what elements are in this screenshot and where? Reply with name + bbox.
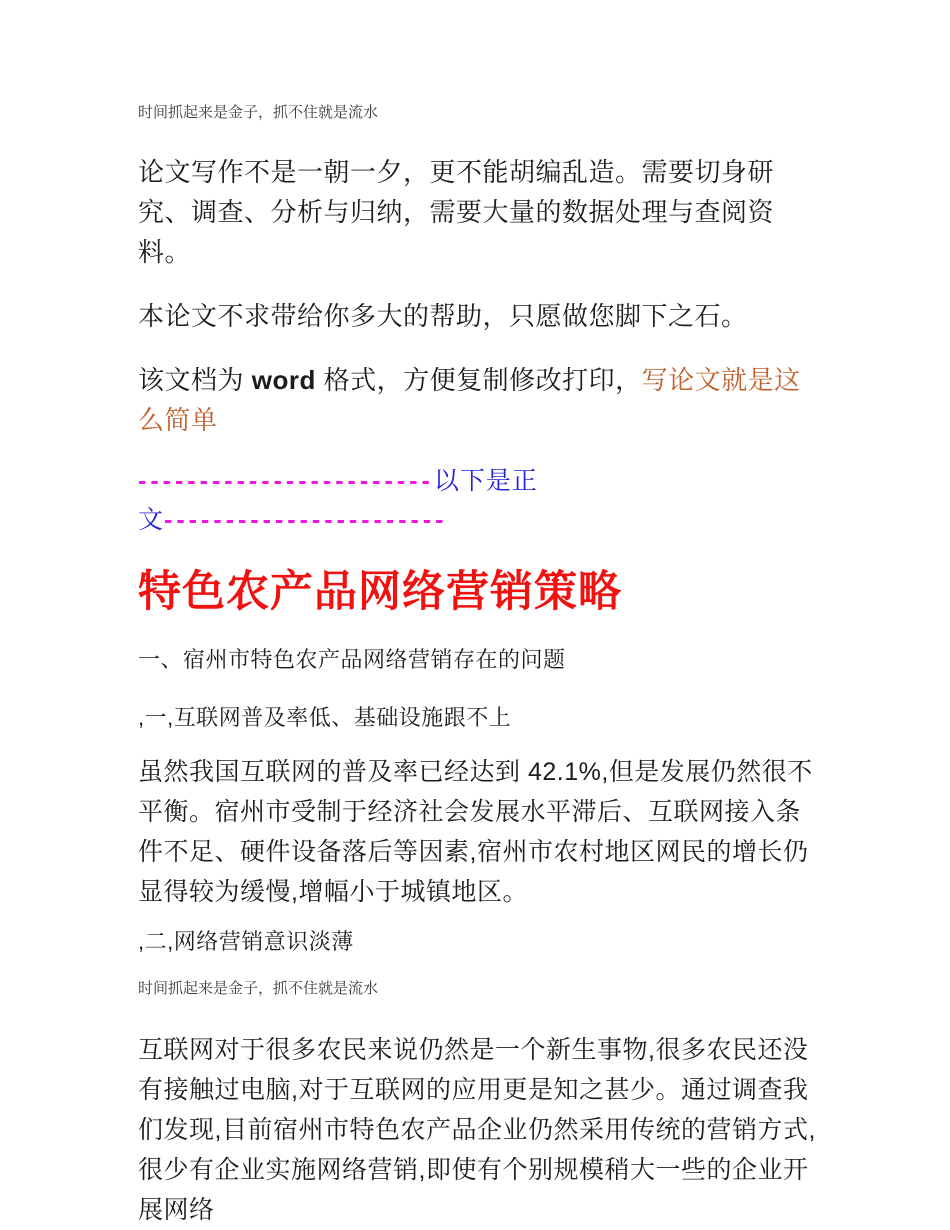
watermark-middle: 时间抓起来是金子，抓不住就是流水 <box>138 980 379 997</box>
subsection-heading-1: ,一,互联网普及率低、基础设施跟不上 <box>138 705 512 730</box>
document-title: 特色农产品网络营销策略 <box>138 568 622 616</box>
word-format-label: word <box>251 365 316 395</box>
promo-highlight-text: 写论文就是这么简单 <box>138 365 801 435</box>
section-heading-1: 一、宿州市特色农产品网络营销存在的问题 <box>138 647 566 672</box>
subsection-1-paragraph: 虽然我国互联网的普及率已经达到 42.1%,但是发展仍然很不平衡。宿州市受制于经济社会发展水平滞后、互联网接入条件不足、硬件设备落后等因素,宿州市农村地区网民的增长仍显得较为缓慢,增幅小于城镇地区。 <box>138 758 813 906</box>
subsection-2-paragraph: 互联网对于很多农民来说仍然是一个新生事物,很多农民还没有接触过电脑,对于互联网的应用更是知之甚少。通过调查我们发现,目前宿州市特色农产品企业仍然采用传统的营销方式,很少有企业实施网络营销,即使有个别规模稍大一些的企业开展网络 <box>138 1036 816 1224</box>
watermark-top: 时间抓起来是金子，抓不住就是流水 <box>138 104 379 121</box>
divider-line-2 <box>138 501 818 540</box>
divider-line-1 <box>138 462 818 501</box>
format-note-prefix: 该文档为 <box>138 365 252 395</box>
intro-paragraph-2: 本论文不求带给你多大的帮助，只愿做您脚下之石。 <box>138 301 748 331</box>
divider-dashes-1: ------------------------ <box>138 467 434 495</box>
divider-dashes-2: ----------------------- <box>164 506 448 534</box>
format-note-suffix: 格式，方便复制修改打印， <box>315 365 642 395</box>
divider-label-part-2: 文 <box>138 506 165 534</box>
section-divider <box>138 462 818 540</box>
divider-label-part-1: 以下是正 <box>433 467 538 495</box>
subsection-heading-2: ,二,网络营销意识淡薄 <box>138 929 354 954</box>
format-note-paragraph <box>138 360 818 440</box>
intro-paragraph-1: 论文写作不是一朝一夕，更不能胡编乱造。需要切身研究、调查、分析与归纳，需要大量的数据处理与查阅资料。 <box>138 157 775 267</box>
